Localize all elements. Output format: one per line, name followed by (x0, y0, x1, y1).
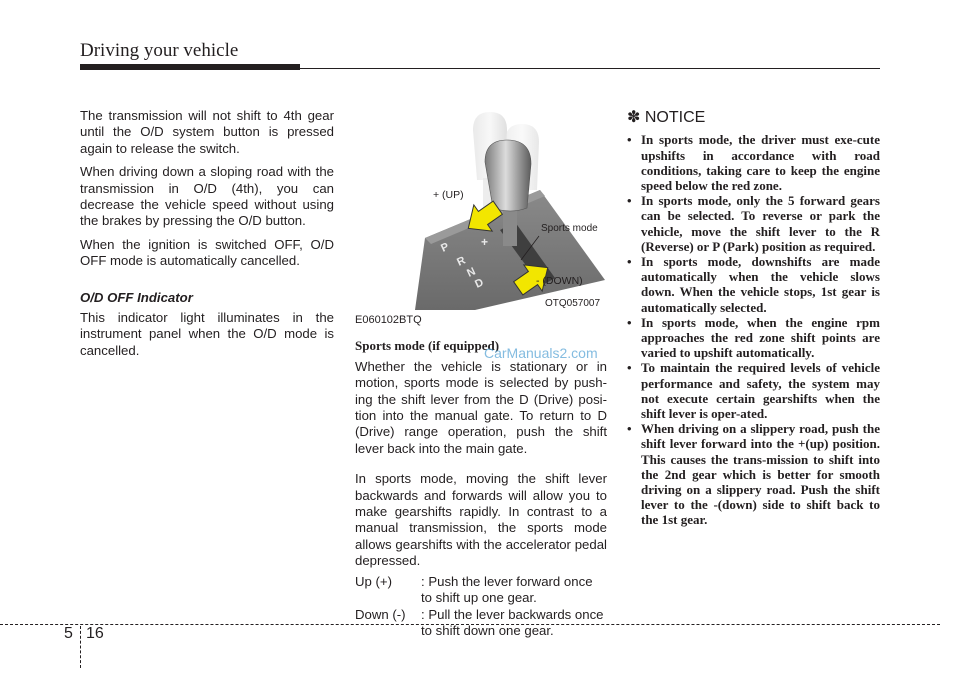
definition-down (355, 607, 607, 640)
bullet-icon: • (627, 193, 632, 209)
notice-item: • In sports mode, downshifts are made automatically when the vehicle slows down. When the vehicle stops, 1st gear is automatically selected. (627, 254, 880, 315)
definition-desc: : Pull the lever backwards once to shift down one gear. (421, 606, 604, 638)
plus-sign: + (481, 235, 489, 249)
watermark: CarManuals2.com (484, 345, 598, 361)
definition-up (355, 574, 607, 607)
label-up: + (UP) (433, 189, 464, 201)
shift-lever-illustration (355, 110, 607, 310)
notice-item: • When driving on a slippery road, push the shift lever forward into the +(up) position. This causes the trans-mission to shift into the 2nd gear which is better for smooth driving on a slippery road. Push the shift lever to the -(down) side to shift back to the 1st gear. (627, 421, 880, 528)
bullet-icon: • (627, 421, 632, 437)
paragraph: This indicator light illuminates in the instrument panel when the O/D mode is cancelled. (80, 310, 334, 358)
header-bar (80, 64, 300, 70)
paragraph: The transmission will not shift to 4th gear until the O/D system button is pressed again to release the switch. (80, 108, 334, 156)
page-header-title: Driving your vehicle (80, 40, 239, 61)
definition-term: Up (+) (355, 573, 393, 589)
header-rule (300, 68, 880, 69)
paragraph: When driving down a sloping road with the transmission in O/D (4th), you can decrease the vehicle speed without using the brakes by pressing the O/D button. (80, 164, 334, 229)
left-column (80, 108, 334, 366)
section-heading: Sports mode (if equipped) (355, 338, 500, 354)
definition-term: Down (-) (355, 606, 406, 622)
figure-code: OTQ057007 (545, 298, 601, 309)
shift-lever-diagram (355, 110, 607, 310)
lever-knob (485, 140, 531, 211)
footer-divider (80, 626, 81, 668)
gear-letter-n: N (465, 265, 478, 280)
notice-column (627, 108, 880, 528)
notice-item: • To maintain the required levels of vehicle performance and safety, the system may not execute certain gearshifts when the shift lever is oper-ated. (627, 360, 880, 422)
chapter-number: 5 (64, 625, 73, 642)
bullet-icon: • (627, 314, 632, 330)
paragraph: When the ignition is switched OFF, O/D OFF mode is automatically cancelled. (80, 236, 334, 269)
bullet-icon: • (627, 254, 632, 270)
bullet-icon: • (627, 360, 632, 376)
footer-rule (0, 624, 940, 625)
bullet-icon: • (627, 132, 632, 148)
notice-item: • In sports mode, when the engine rpm approaches the red zone shift points are varied to upshift automatically. (627, 314, 880, 361)
notice-list (627, 132, 880, 527)
paragraph: In sports mode, moving the shift lever backwards and forwards will allow you to make gearshifts rapidly. In contrast to a manual transmission, the sports mode allows gearshifts with the accelerator pedal depressed. (355, 471, 607, 569)
gear-letter-r: R (455, 254, 468, 269)
label-sports-mode: Sports mode (541, 223, 598, 234)
notice-title: ✽ NOTICE (627, 109, 706, 126)
gear-letter-d: D (473, 276, 486, 291)
paragraph: Whether the vehicle is stationary or in motion, sports mode is selected by push-ing the shift lever from the D (Drive) posi-tion into the manual gate. To return to D (Drive) range operation, push the shift lever back into the main gate. (355, 358, 607, 456)
notice-item: • In sports mode, only the 5 forward gears can be selected. To reverse or park the vehicle, move the shift lever to the R (Reverse) or P (Park) position as required. (627, 193, 880, 254)
page-number: 16 (86, 625, 104, 642)
label-down: - (DOWN) (536, 275, 583, 287)
subheading-od-off-indicator: O/D OFF Indicator (80, 289, 193, 305)
notice-item: • In sports mode, the driver must exe-cute upshifts in accordance with road conditions, taking care to keep the engine speed below the red zone. (627, 132, 880, 194)
section-code: E060102BTQ (355, 314, 422, 326)
gear-letter-p: P (439, 240, 451, 255)
definition-desc: : Push the lever forward once to shift up one gear. (421, 573, 593, 606)
middle-column (355, 312, 607, 639)
